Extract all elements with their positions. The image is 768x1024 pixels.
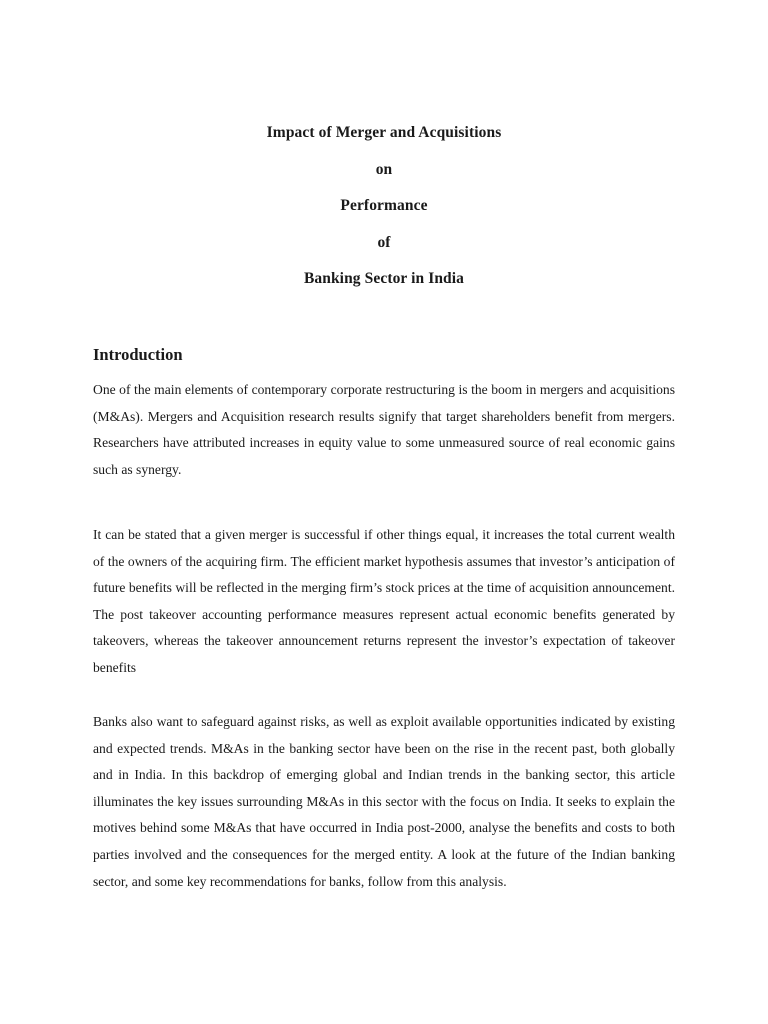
section-heading-introduction: Introduction — [93, 345, 183, 364]
paragraph-3: Banks also want to safeguard against risks, as well as exploit available opportunities indicated by existing and expected trends. M&As in the banking sector have been on the rise in the recent past, both globally and in India. In this backdrop of emerging global and Indian trends in the banking sector, this article illuminates the key issues surrounding M&As in this sector with the focus on India. It seeks to explain the motives behind some M&As that have occurred in India post-2000, analyse the benefits and costs to both parties involved and the consequences for the merged entity. A look at the future of the Indian banking sector, and some key recommendations for banks, follow from this analysis. — [93, 714, 675, 889]
document-title — [0, 124, 768, 307]
title-line-3: Performance — [340, 197, 428, 214]
title-line-4: of — [377, 233, 391, 251]
title-line-1: Impact of Merger and Acquisitions — [266, 124, 502, 141]
title-line-5: Banking Sector in India — [303, 270, 465, 287]
paragraph-1: One of the main elements of contemporary corporate restructuring is the boom in mergers and acquisitions (M&As). Mergers and Acquisition research results signify that target shareholders benefit from mergers. Researchers have attributed increases in equity value to some unmeasured source of real economic gains such as synergy. — [93, 382, 675, 477]
paragraph-2: It can be stated that a given merger is successful if other things equal, it increases the total current wealth of the owners of the acquiring firm. The efficient market hypothesis assumes that investor’s anticipation of future benefits will be reflected in the merging firm’s stock prices at the time of acquisition announcement. The post takeover accounting performance measures represent actual economic benefits generated by takeovers, whereas the takeover announcement returns represent the investor’s expectation of takeover benefits — [93, 527, 675, 675]
title-line-2: on — [375, 160, 393, 178]
